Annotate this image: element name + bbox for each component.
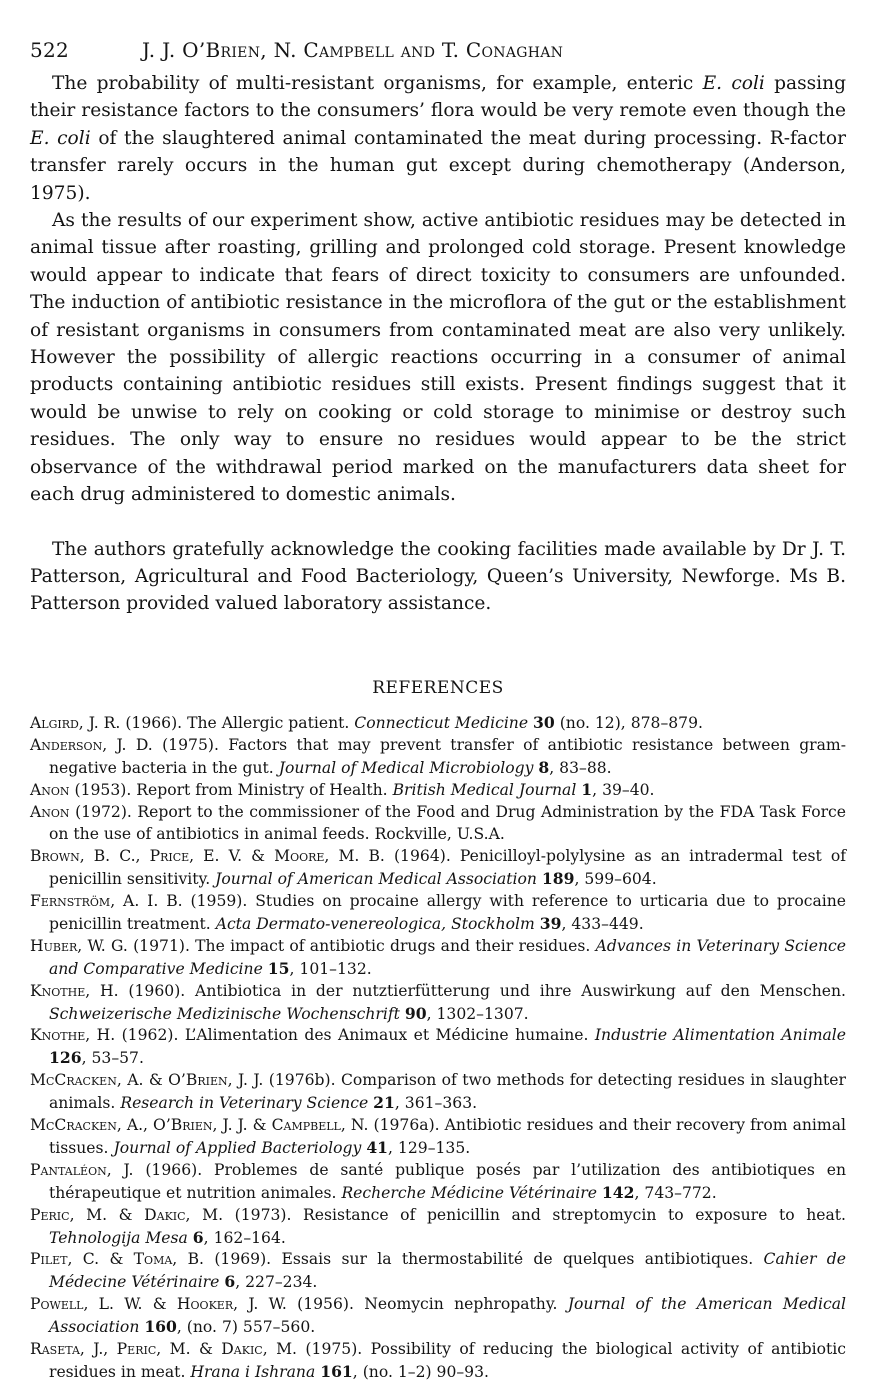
reference-authors: Huber, W. G.: [30, 936, 128, 955]
reference-entry: [30, 981, 846, 1026]
reference-entry: [30, 1025, 846, 1070]
reference-entry: [30, 846, 846, 891]
reference-volume: 41: [366, 1137, 389, 1157]
reference-volume: 142: [601, 1182, 635, 1202]
reference-authors: McCracken, A., O’Brien, J. J. & Campbell, N.: [30, 1116, 369, 1135]
reference-journal: Connecticut Medicine: [354, 713, 529, 732]
page: [30, 38, 846, 1384]
reference-entry: [30, 891, 846, 936]
reference-authors: Knothe, H.: [30, 1026, 116, 1045]
reference-pages: (no. 12), 878–879.: [554, 713, 703, 732]
organism-name: E. coli: [30, 127, 91, 149]
reference-journal: Recherche Médicine Vétérinaire: [341, 1183, 597, 1202]
page-number: 522: [30, 38, 70, 62]
reference-pages: , 101–132.: [289, 959, 372, 978]
reference-year-title: (1969). Essais sur la thermostabilité de quelques antibiotiques.: [204, 1250, 764, 1269]
reference-entry: [30, 1339, 846, 1384]
reference-journal: Cahier de Médecine Vétérinaire: [49, 1250, 846, 1292]
reference-year-title: (1956). Neomycin nephropathy.: [286, 1295, 568, 1314]
reference-pages: , 162–164.: [203, 1228, 286, 1247]
reference-volume: 90: [404, 1003, 427, 1023]
reference-volume: 189: [541, 869, 575, 889]
reference-pages: , 129–135.: [388, 1138, 471, 1157]
reference-authors: Raseta, J., Peric, M. & Dakic, M.: [30, 1340, 298, 1359]
reference-volume: 161: [320, 1362, 353, 1381]
reference-journal: Industrie Alimentation Animale: [594, 1026, 846, 1045]
reference-journal: Research in Veterinary Science: [120, 1094, 369, 1113]
reference-year-title: (1975). Factors that may prevent transfer of antibiotic resistance between gram-negative bacteria in the gut.: [49, 735, 846, 777]
reference-pages: , 83–88.: [549, 758, 612, 777]
reference-entry: [30, 735, 846, 780]
reference-volume: 8: [538, 757, 550, 777]
running-header: [30, 38, 846, 70]
reference-year-title: (1962). L’Alimentation des Animaux et Médicine humaine.: [115, 1026, 595, 1045]
reference-journal: Schweizerische Medizinische Wochenschrift: [49, 1004, 400, 1023]
reference-volume: 30: [533, 712, 555, 732]
reference-pages: , 53–57.: [81, 1049, 144, 1068]
reference-authors: McCracken, A. & O’Brien, J. J.: [30, 1071, 264, 1090]
reference-volume: 160: [144, 1317, 177, 1337]
reference-entry: [30, 1160, 846, 1205]
reference-authors: Anon: [30, 803, 70, 822]
reference-pages: , 1302–1307.: [426, 1004, 529, 1023]
reference-year-title: (1959). Studies on procaine allergy with reference to urticaria due to procaine penicillin treatment.: [49, 891, 846, 933]
reference-journal: British Medical Journal: [392, 781, 577, 800]
reference-authors: Anderson, J. D.: [30, 735, 153, 754]
reference-entry: [30, 1249, 846, 1294]
reference-authors: Brown, B. C., Price, E. V. & Moore, M. B.: [30, 847, 385, 866]
reference-journal: Journal of the American Medical Association: [49, 1295, 847, 1337]
reference-authors: Knothe, H.: [30, 981, 119, 1000]
reference-authors: Peric, M. & Dakic, M.: [30, 1205, 224, 1224]
reference-volume: 15: [267, 958, 290, 978]
reference-list: [30, 712, 846, 1384]
reference-authors: Fernström, A. I. B.: [30, 891, 183, 910]
reference-pages: , 39–40.: [592, 781, 655, 800]
paragraph-2: As the results of our experiment show, active antibiotic residues may be detected in animal tissue after roasting, grilling and prolonged cold storage. Present knowledge would appear to indicate that fears of direct toxicity to consumers are unfounded. The induction of antibiotic resistance in the microflora of the gut or the establishment of resistant organisms in consumers from contaminated meat are also very unlikely. However the possibility of allergic reactions occurring in a consumer of animal products containing antibiotic residues still exists. Present findings suggest that it would be unwise to rely on cooking or cold storage to minimise or destroy such residues. The only way to ensure no residues would appear to be the strict observance of the withdrawal period marked on the manufacturers data sheet for each drug administered to domestic animals.: [30, 210, 846, 506]
reference-journal: Advances in Veterinary Science and Comparative Medicine: [49, 936, 846, 978]
reference-pages: , 433–449.: [561, 914, 644, 933]
body-text: [30, 70, 846, 618]
reference-authors: Pantaléon, J.: [30, 1160, 134, 1179]
reference-volume: 21: [373, 1093, 395, 1113]
organism-name: E. coli: [702, 73, 765, 94]
reference-authors: Pilet, C. & Toma, B.: [30, 1250, 204, 1269]
reference-pages: , 743–772.: [634, 1183, 717, 1202]
acknowledgement: The authors gratefully acknowledge the cooking facilities made available by Dr J. T. Patterson, Agricultural and Food Bacteriology, Queen’s University, Newforge. Ms B. Patterson provided valued laboratory assistance.: [30, 538, 846, 615]
reference-year-title: (1971). The impact of antibiotic drugs and their residues.: [127, 936, 596, 955]
reference-journal: Journal of Medical Microbiology: [278, 758, 534, 777]
paragraph-1: The probability of multi-resistant organisms, for example, enteric E. coli passing their resistance factors to the consumers’ flora would be very remote even though the E. coli of the slaughtered animal contaminated the meat during processing. R-factor transfer rarely occurs in the human gut except during chemotherapy (Anderson, 1975).: [30, 73, 847, 204]
reference-year-title: (1966). Problemes de santé publique posés par l’utilization des antibiotiques en thérapeutique et nutrition animales.: [49, 1160, 846, 1202]
references-heading: REFERENCES: [372, 677, 504, 698]
reference-entry: [30, 802, 846, 846]
reference-journal: Acta Dermato-venereologica, Stockholm: [215, 914, 535, 933]
reference-pages: , 361–363.: [394, 1094, 478, 1113]
reference-year-title: (1972). Report to the commissioner of the Food and Drug Administration by the FDA Task Force on the use of antibiotics in animal feeds. Rockville, U.S.A.: [49, 803, 846, 844]
reference-journal: Journal of Applied Bacteriology: [113, 1138, 362, 1157]
reference-entry: [30, 779, 846, 802]
reference-journal: Journal of American Medical Association: [215, 870, 537, 889]
reference-year-title: (1966). The Allergic patient.: [120, 713, 355, 732]
reference-entry: [30, 1294, 846, 1339]
reference-entry: [30, 712, 846, 735]
reference-entry: [30, 1115, 846, 1160]
reference-year-title: (1975). Possibility of reducing the biological activity of antibiotic residues in meat.: [49, 1340, 847, 1381]
reference-year-title: (1964). Penicilloyl-polylysine as an intradermal test of penicillin sensitivity.: [49, 847, 847, 889]
reference-volume: 6: [224, 1272, 236, 1292]
reference-year-title: (1953). Report from Ministry of Health.: [69, 781, 393, 800]
reference-year-title: (1976a). Antibiotic residues and their recovery from animal tissues.: [49, 1116, 846, 1157]
reference-authors: Algird, J. R.: [30, 713, 121, 732]
reference-journal: Tehnologija Mesa: [49, 1228, 188, 1247]
reference-pages: , 227–234.: [235, 1273, 318, 1292]
reference-year-title: (1973). Resistance of penicillin and streptomycin to exposure to heat.: [223, 1205, 847, 1224]
reference-entry: [30, 936, 846, 981]
reference-volume: 6: [192, 1227, 204, 1247]
reference-authors: Powell, L. W. & Hooker, J. W.: [30, 1295, 287, 1314]
reference-entry: [30, 1070, 846, 1115]
reference-year-title: (1960). Antibiotica in der nutztierfütterung und ihre Auswirkung auf den Menschen.: [118, 981, 846, 1000]
reference-entry: [30, 1205, 846, 1250]
reference-volume: 1: [581, 780, 593, 800]
reference-pages: , (no. 1–2) 90–93.: [352, 1363, 489, 1381]
running-header-authors: J. J. O’Brien, N. Campbell and T. Conaghan: [142, 38, 564, 62]
reference-journal: Hrana i Ishrana: [190, 1363, 316, 1381]
reference-year-title: (1976b). Comparison of two methods for detecting residues in slaughter animals.: [49, 1071, 846, 1113]
reference-volume: 39: [539, 913, 562, 933]
reference-pages: , 599–604.: [574, 870, 657, 889]
reference-volume: 126: [49, 1048, 82, 1068]
reference-pages: , (no. 7) 557–560.: [176, 1318, 316, 1337]
reference-authors: Anon: [30, 781, 70, 800]
